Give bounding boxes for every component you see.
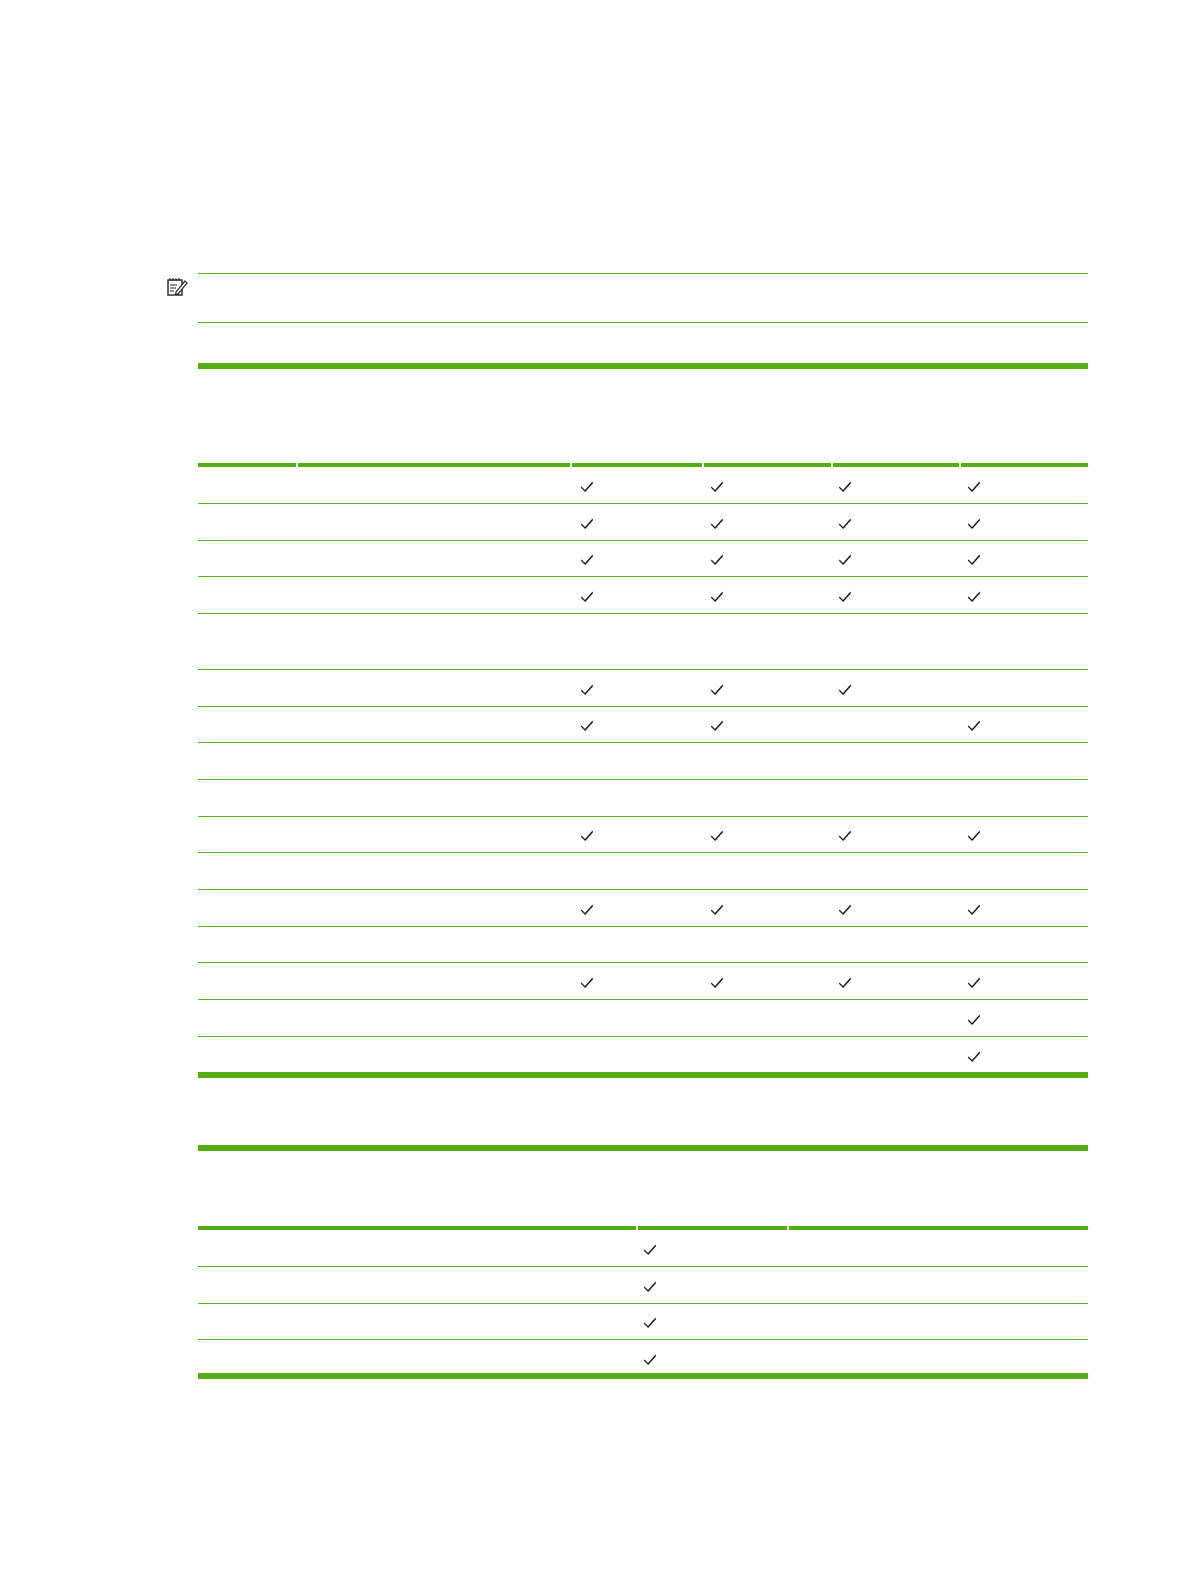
- checkmark-icon: [838, 682, 852, 696]
- checkmark-icon: [580, 682, 594, 696]
- checkmark-icon: [580, 902, 594, 916]
- checkmark-icon: [710, 718, 724, 732]
- checkmark-icon: [967, 828, 981, 842]
- checkmark-icon: [838, 516, 852, 530]
- table1-top-rule: [198, 363, 1088, 369]
- table2-row: [198, 1340, 1088, 1376]
- checkmark-icon: [967, 552, 981, 566]
- checkmark-icon: [838, 589, 852, 603]
- checkmark-icon: [643, 1315, 657, 1329]
- checkmark-icon: [580, 718, 594, 732]
- checkmark-icon: [710, 552, 724, 566]
- checkmark-icon: [710, 516, 724, 530]
- checkmark-icon: [967, 516, 981, 530]
- table2-top-rule: [198, 1145, 1088, 1151]
- checkmark-icon: [643, 1279, 657, 1293]
- table1-row: [198, 467, 1088, 504]
- checkmark-icon: [580, 552, 594, 566]
- checkmark-icon: [580, 479, 594, 493]
- checkmark-icon: [967, 1049, 981, 1063]
- table1-row: [198, 577, 1088, 614]
- checkmark-icon: [967, 1012, 981, 1026]
- checkmark-icon: [838, 479, 852, 493]
- table1-row: [198, 541, 1088, 577]
- checkmark-icon: [967, 902, 981, 916]
- checkmark-icon: [838, 552, 852, 566]
- checkmark-icon: [710, 902, 724, 916]
- checkmark-icon: [643, 1242, 657, 1256]
- checkmark-icon: [580, 516, 594, 530]
- note-bottom-rule: [198, 322, 1088, 323]
- table2-row: [198, 1304, 1088, 1340]
- table1-row: [198, 890, 1088, 927]
- table1-row: [198, 670, 1088, 707]
- table1-row: [198, 707, 1088, 743]
- table1-row: [198, 927, 1088, 963]
- checkmark-icon: [710, 682, 724, 696]
- checkmark-icon: [838, 975, 852, 989]
- table2-row: [198, 1267, 1088, 1304]
- checkmark-icon: [967, 975, 981, 989]
- checkmark-icon: [967, 589, 981, 603]
- note-icon: [166, 276, 188, 298]
- checkmark-icon: [580, 828, 594, 842]
- table-2: [198, 1226, 1088, 1376]
- checkmark-icon: [580, 975, 594, 989]
- checkmark-icon: [838, 828, 852, 842]
- table1-row: [198, 853, 1088, 890]
- table2-row: [198, 1230, 1088, 1267]
- table-1: [198, 463, 1088, 1079]
- checkmark-icon: [710, 479, 724, 493]
- checkmark-icon: [967, 479, 981, 493]
- table1-row: [198, 963, 1088, 1000]
- checkmark-icon: [710, 589, 724, 603]
- checkmark-icon: [967, 718, 981, 732]
- checkmark-icon: [710, 828, 724, 842]
- table1-row: [198, 817, 1088, 853]
- checkmark-icon: [838, 902, 852, 916]
- table1-bottom-rule: [198, 1072, 1088, 1078]
- table1-row: [198, 1000, 1088, 1037]
- checkmark-icon: [580, 589, 594, 603]
- table2-bottom-rule: [198, 1373, 1088, 1379]
- table1-row: [198, 504, 1088, 541]
- table1-row: [198, 1037, 1088, 1073]
- note-top-rule: [198, 273, 1088, 274]
- table1-row: [198, 743, 1088, 780]
- table1-row: [198, 780, 1088, 817]
- checkmark-icon: [710, 975, 724, 989]
- checkmark-icon: [643, 1352, 657, 1366]
- table1-row: [198, 614, 1088, 670]
